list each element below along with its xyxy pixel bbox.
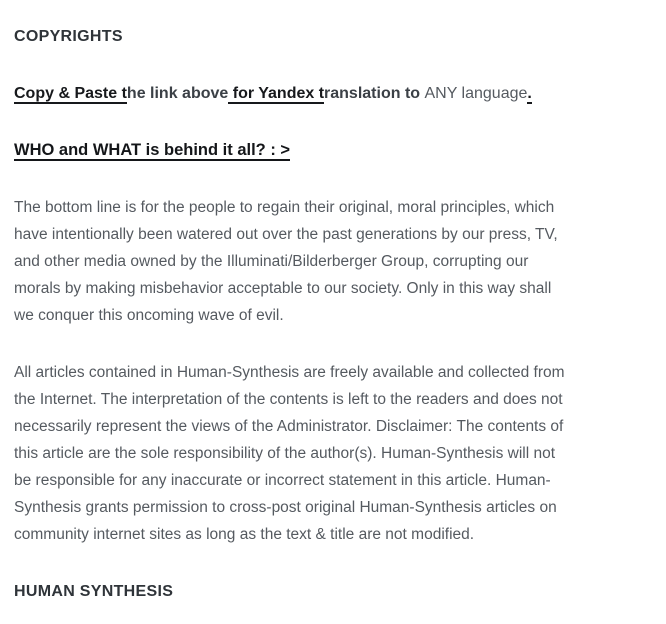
yandex-link[interactable]: for Yandex t [228, 85, 325, 102]
paragraph-line: the Internet. The interpretation of the contents is left to the readers and does not [14, 391, 563, 408]
paragraph-line: we conquer this oncoming wave of evil. [14, 307, 284, 324]
copyrights-heading: COPYRIGHTS [14, 28, 123, 45]
paragraph-line: morals by making misbehavior acceptable to our society. Only in this way shall [14, 280, 552, 297]
who-what-line [14, 137, 642, 164]
paragraph-line: be responsible for any inaccurate or incorrect statement in this article. Human- [14, 472, 551, 489]
paragraph-line: this article are the sole responsibility of the author(s). Human-Synthesis will not [14, 445, 556, 462]
paragraph-line: and other media owned by the Illuminati/Bilderberger Group, corrupting our [14, 253, 529, 270]
human-synthesis-heading: HUMAN SYNTHESIS [14, 583, 174, 600]
paragraph-line: community internet sites as long as the text & title are not modified. [14, 526, 475, 543]
paragraph-line: have intentionally been watered out over the past generations by our press, TV, [14, 226, 558, 243]
paragraph-disclaimer [14, 359, 642, 548]
paragraph-line: necessarily represent the views of the Administrator. Disclaimer: The contents of [14, 418, 564, 435]
paragraph-line: Synthesis grants permission to cross-post original Human-Synthesis articles on [14, 499, 557, 516]
any-language-text: ANY language [424, 85, 528, 102]
paragraph-mission-statement [14, 194, 642, 329]
translate-instruction-text-2: ranslation to [324, 85, 425, 102]
who-what-link[interactable]: WHO and WHAT is behind it all? : > [14, 141, 291, 159]
paragraph-line: All articles contained in Human-Synthesis are freely available and collected from [14, 364, 565, 381]
trailing-period-link[interactable]: . [527, 85, 532, 102]
translate-instruction-line [14, 80, 642, 107]
translate-instruction-text: he link above [126, 85, 229, 102]
copy-paste-link[interactable]: Copy & Paste t [14, 85, 127, 102]
paragraph-line: The bottom line is for the people to regain their original, moral principles, which [14, 199, 555, 216]
